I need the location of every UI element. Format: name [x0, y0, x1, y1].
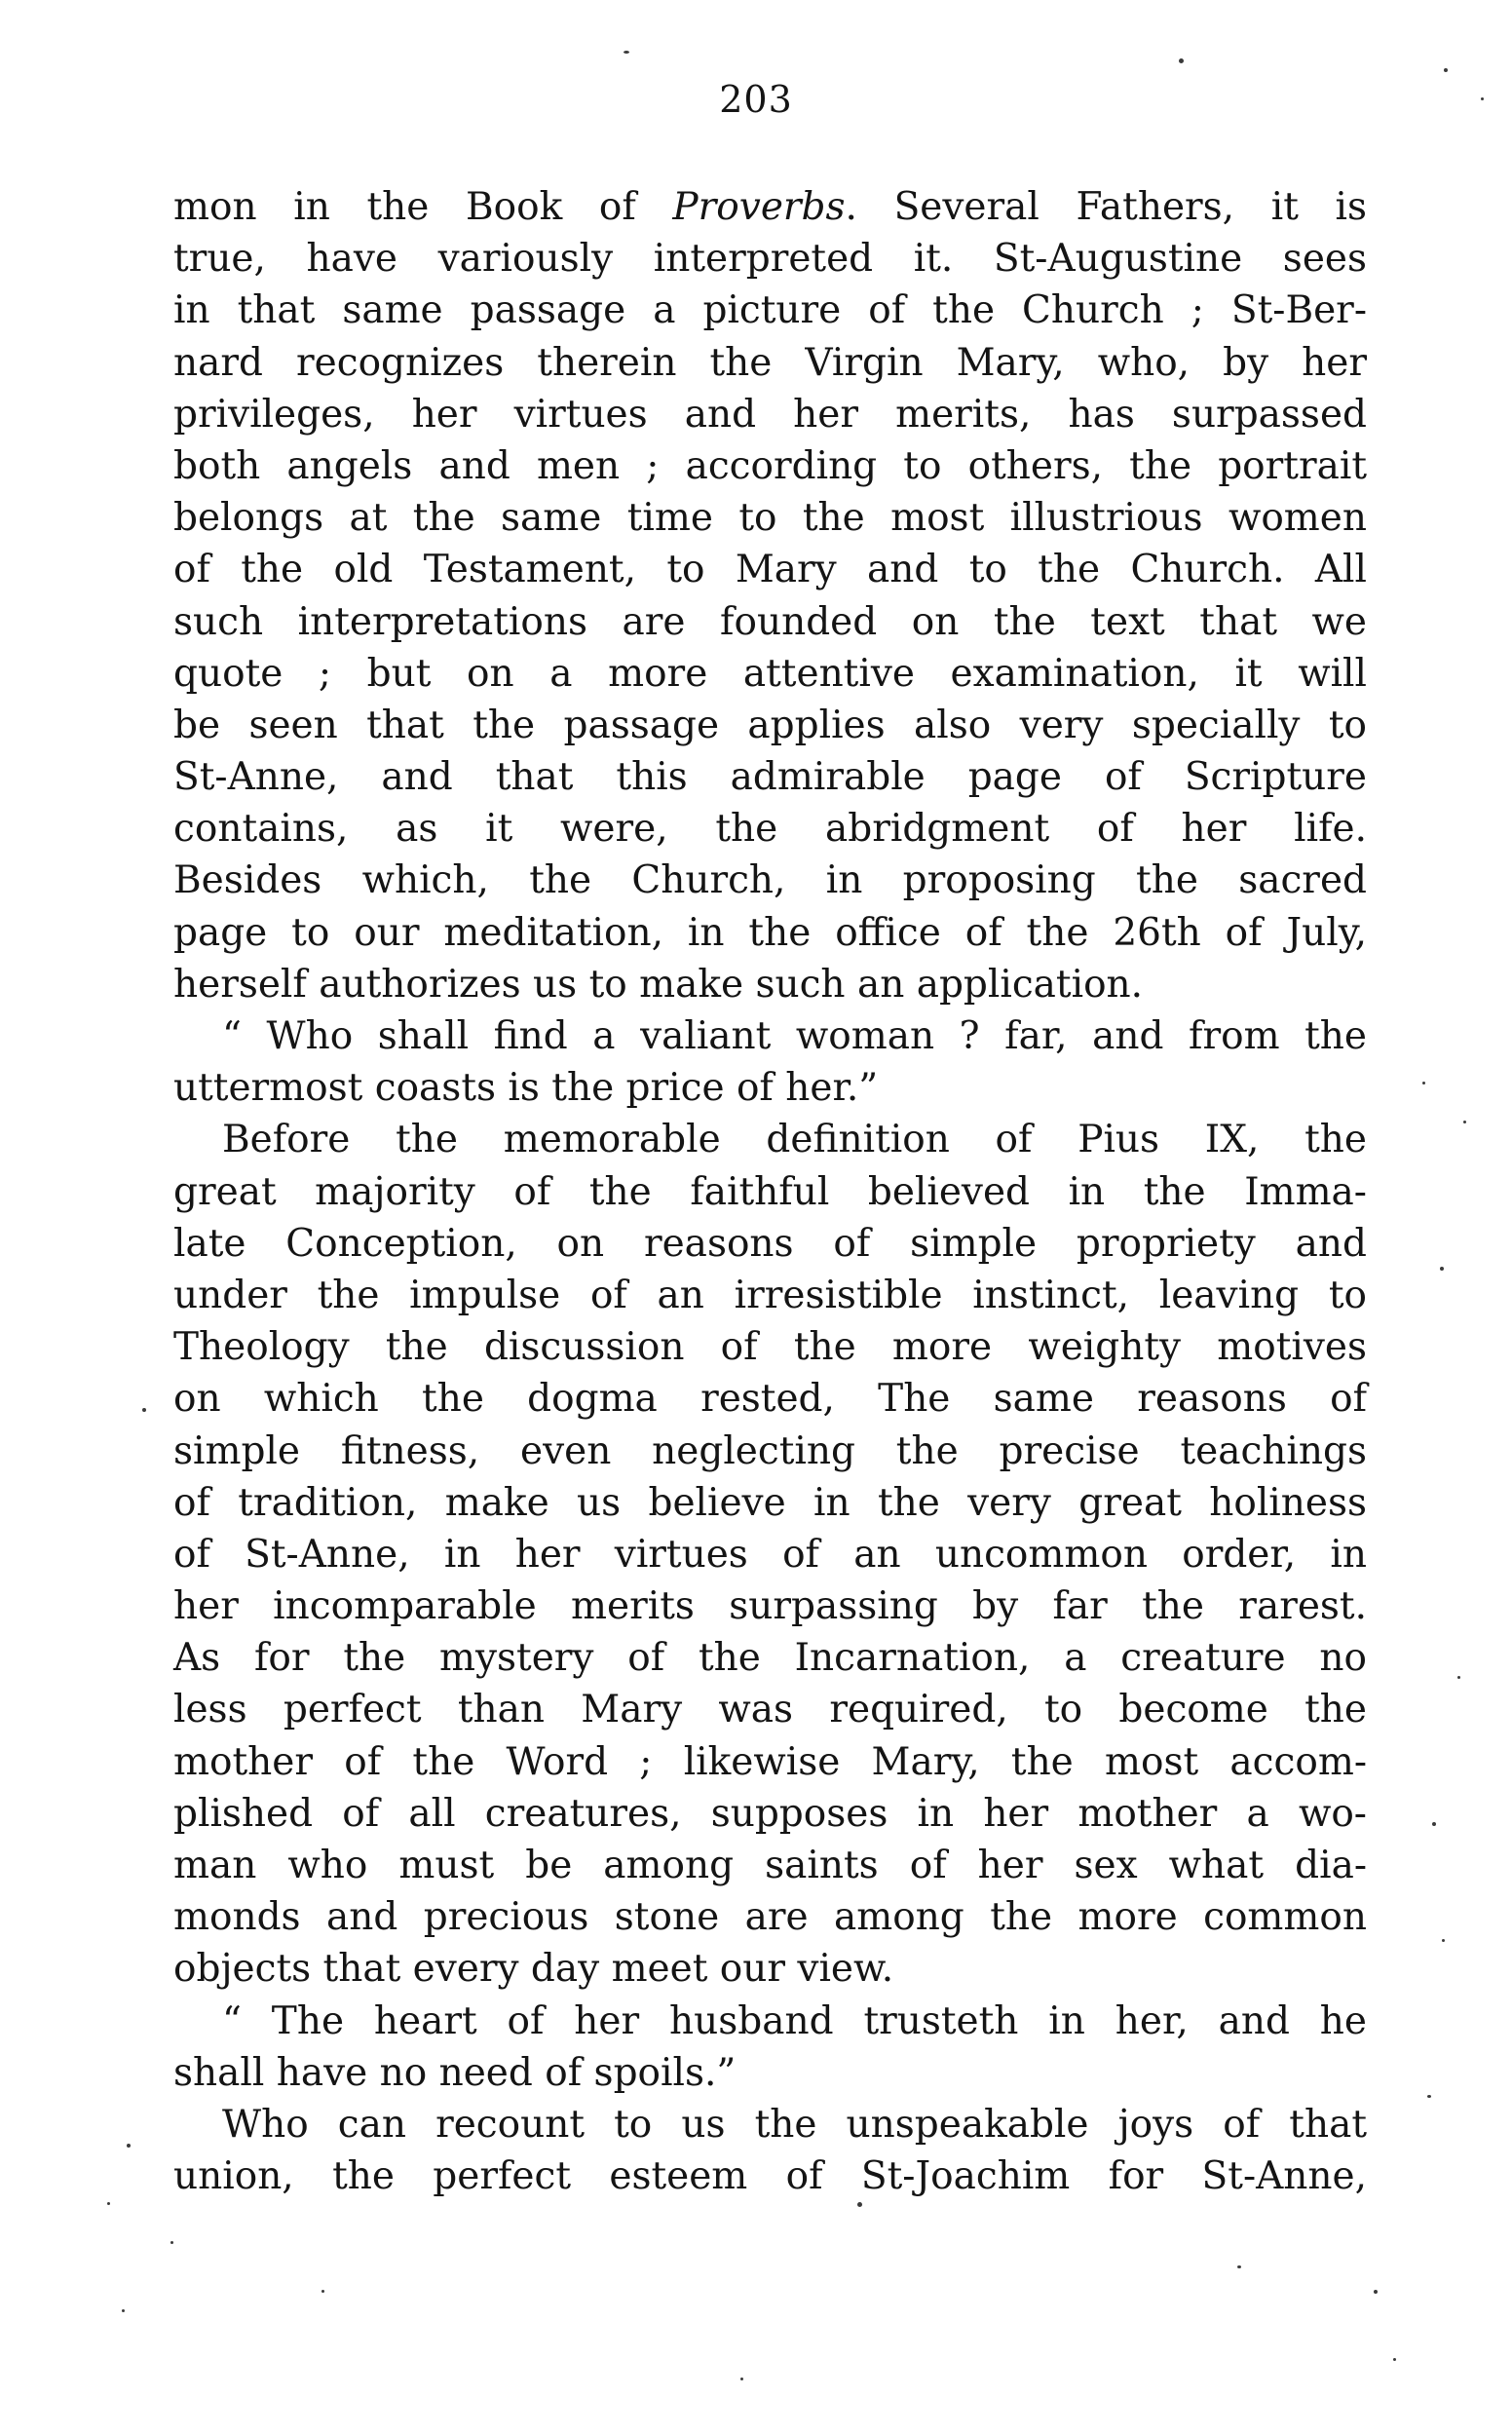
text-line: of the old Testament, to Mary and to the Church. All — [173, 548, 1367, 592]
scan-speck — [1432, 1822, 1436, 1826]
scan-speck — [170, 2241, 173, 2244]
text-line: Who can recount to us the unspeakable joys of that — [222, 2102, 1367, 2147]
text-line: “ Who shall find a valiant woman ? far, and from the — [222, 1014, 1367, 1058]
scan-speck — [740, 2378, 743, 2380]
text-line: be seen that the passage applies also very specially to — [173, 703, 1367, 747]
text-line: “ The heart of her husband trusteth in her, and he — [222, 1998, 1367, 2043]
text-line: on which the dogma rested, The same reasons of — [173, 1377, 1367, 1422]
text-line: As for the mystery of the Incarnation, a creature no — [173, 1636, 1367, 1681]
text-line: union, the perfect esteem of St-Joachim for St-Anne, — [173, 2154, 1367, 2199]
body-text — [173, 181, 1367, 2202]
scan-speck — [122, 2309, 125, 2312]
text-line: shall have no need of spoils.” — [173, 2050, 737, 2095]
text-line: objects that every day meet our view. — [173, 1947, 894, 1992]
text-line: great majority of the faithful believed in the Imma- — [173, 1169, 1367, 1214]
scan-speck — [1374, 2290, 1378, 2294]
page-number: 203 — [719, 78, 793, 121]
text-line: quote ; but on a more attentive examination, it will — [173, 651, 1367, 696]
text-line: less perfect than Mary was required, to become the — [173, 1688, 1367, 1732]
text-line: both angels and men ; according to others, the portrait — [173, 443, 1367, 488]
text-line: of St-Anne, in her virtues of an uncommon order, in — [173, 1532, 1367, 1577]
text-line: in that same passage a picture of the Church ; St-Ber- — [173, 288, 1367, 333]
text-line: uttermost coasts is the price of her.” — [173, 1066, 879, 1111]
book-title-italic: Proverbs — [672, 185, 846, 229]
scan-speck — [1422, 1082, 1425, 1084]
text-line: Theology the discussion of the more weighty motives — [173, 1325, 1367, 1370]
scan-speck — [624, 51, 629, 54]
text-line: plished of all creatures, supposes in her mother a wo- — [173, 1791, 1367, 1836]
text-line: her incomparable merits surpassing by far the rarest. — [173, 1584, 1367, 1629]
scan-speck — [142, 1408, 146, 1412]
text-line: mother of the Word ; likewise Mary, the most accom- — [173, 1739, 1367, 1784]
text-line: under the impulse of an irresistible instinct, leaving to — [173, 1273, 1367, 1317]
text-line: herself authorizes us to make such an application. — [173, 962, 1144, 1007]
scan-speck — [321, 2290, 324, 2293]
scan-speck — [1444, 68, 1448, 72]
scan-speck — [1442, 1939, 1445, 1942]
text-line: Besides which, the Church, in proposing the sacred — [173, 858, 1367, 903]
scan-speck — [1393, 2358, 1396, 2361]
text-line: Before the memorable definition of Pius IX, the — [222, 1118, 1367, 1162]
text-line: page to our meditation, in the office of the 26th of July, — [173, 910, 1367, 955]
text-line: man who must be among saints of her sex what dia- — [173, 1844, 1367, 1887]
scan-speck — [127, 2144, 131, 2148]
scan-speck — [1463, 1121, 1466, 1123]
scan-speck — [857, 2202, 862, 2207]
text-line: late Conception, on reasons of simple propriety and — [173, 1221, 1367, 1266]
text-line: such interpretations are founded on the text that we — [173, 599, 1367, 644]
text-line: mon in the Book of Proverbs. Several Fathers, it is — [173, 185, 1367, 229]
text-line: monds and precious stone are among the more common — [173, 1895, 1367, 1940]
scan-speck — [1237, 2265, 1241, 2268]
scan-speck — [1427, 2095, 1431, 2098]
scan-speck — [1457, 1676, 1460, 1679]
text-line: of tradition, make us believe in the very great holiness — [173, 1480, 1367, 1525]
scan-speck — [1440, 1267, 1444, 1271]
scan-speck — [107, 2202, 110, 2205]
scan-speck — [1179, 58, 1184, 63]
scan-speck — [1481, 97, 1484, 100]
text-line: true, have variously interpreted it. St-Augustine sees — [173, 237, 1367, 282]
text-line: contains, as it were, the abridgment of her life. — [173, 807, 1367, 852]
text-line: St-Anne, and that this admirable page of Scripture — [173, 755, 1367, 800]
text-line: nard recognizes therein the Virgin Mary, who, by her — [173, 340, 1367, 385]
text-line: privileges, her virtues and her merits, has surpassed — [173, 392, 1367, 437]
text-line: simple fitness, even neglecting the precise teachings — [173, 1428, 1367, 1473]
text-line: belongs at the same time to the most illustrious women — [173, 496, 1367, 541]
